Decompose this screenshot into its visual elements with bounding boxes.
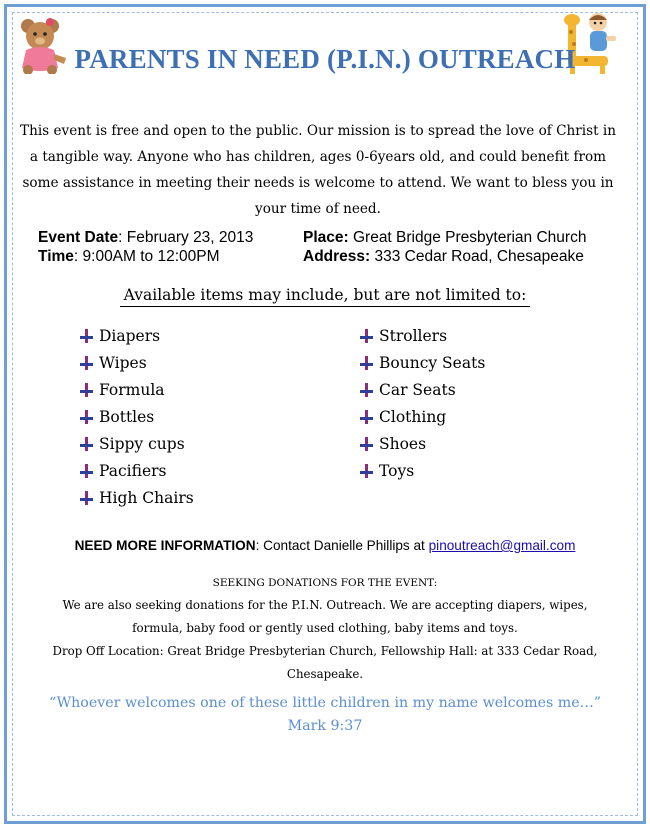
cross-bullet-icon	[80, 437, 93, 451]
cross-bullet-icon	[80, 329, 93, 343]
list-item: Pacifiers	[80, 457, 194, 484]
available-items-heading-row	[0, 286, 650, 304]
event-details-right	[303, 228, 586, 266]
event-time-label: Time	[38, 248, 74, 265]
event-place	[303, 228, 586, 247]
list-item: Bottles	[80, 403, 194, 430]
available-items-heading: Available items may include, but are not limited to:	[120, 286, 531, 307]
drop-off-location: Drop Off Location: Great Bridge Presbyterian Church, Fellowship Hall: at 333 Cedar Road, Chesapeake.	[52, 644, 598, 681]
cross-bullet-icon	[360, 464, 373, 478]
cross-bullet-icon	[360, 383, 373, 397]
cross-bullet-icon	[360, 437, 373, 451]
contact-text: : Contact Danielle Phillips at	[255, 538, 429, 553]
list-item: Diapers	[80, 322, 194, 349]
items-list-right	[360, 322, 485, 484]
event-place-value: Great Bridge Presbyterian Church	[348, 229, 587, 246]
list-item: Strollers	[360, 322, 485, 349]
event-details-left	[38, 228, 253, 266]
list-item: Clothing	[360, 403, 485, 430]
mission-statement: This event is free and open to the public. Our mission is to spread the love of Christ in a tangible way. Anyone who has children, ages 0-6years old, and could benefit from some assistance in meeting their needs is welcome to attend. We want to bless you in your time of need.	[20, 123, 616, 217]
event-time	[38, 247, 253, 266]
contact-line	[0, 538, 650, 553]
list-item: Wipes	[80, 349, 194, 376]
cross-bullet-icon	[360, 410, 373, 424]
cross-bullet-icon	[360, 329, 373, 343]
list-item: Formula	[80, 376, 194, 403]
cross-bullet-icon	[80, 491, 93, 505]
donations-heading: SEEKING DONATIONS FOR THE EVENT:	[212, 577, 438, 589]
event-time-value: : 9:00AM to 12:00PM	[73, 248, 220, 265]
event-address-value: 333 Cedar Road, Chesapeake	[370, 248, 584, 265]
list-item: Shoes	[360, 430, 485, 457]
scripture-quote	[0, 692, 650, 738]
quote-text: “Whoever welcomes one of these little children in my name welcomes me…”	[48, 695, 602, 711]
cross-bullet-icon	[360, 356, 373, 370]
cross-bullet-icon	[80, 383, 93, 397]
list-item: Car Seats	[360, 376, 485, 403]
event-address-label: Address:	[303, 248, 371, 265]
event-address	[303, 247, 586, 266]
list-item: High Chairs	[80, 484, 194, 511]
event-place-label: Place:	[303, 229, 349, 246]
cross-bullet-icon	[80, 410, 93, 424]
list-item: Sippy cups	[80, 430, 194, 457]
page-title: PARENTS IN NEED (P.I.N.) OUTREACH	[74, 44, 576, 74]
list-item: Toys	[360, 457, 485, 484]
contact-email-link[interactable]: pinoutreach@gmail.com	[428, 538, 576, 553]
event-date-label: Event Date	[38, 229, 119, 246]
contact-label: NEED MORE INFORMATION	[74, 538, 256, 553]
donations-body	[50, 594, 600, 686]
items-list-left	[80, 322, 194, 511]
event-date	[38, 228, 253, 247]
cross-bullet-icon	[80, 356, 93, 370]
event-date-value: : February 23, 2013	[118, 229, 254, 246]
quote-reference: Mark 9:37	[287, 718, 363, 734]
list-item: Bouncy Seats	[360, 349, 485, 376]
cross-bullet-icon	[80, 464, 93, 478]
donations-text: We are also seeking donations for the P.I.N. Outreach. We are accepting diapers, wipes, formula, baby food or gently used clothing, baby items and toys.	[62, 598, 588, 635]
